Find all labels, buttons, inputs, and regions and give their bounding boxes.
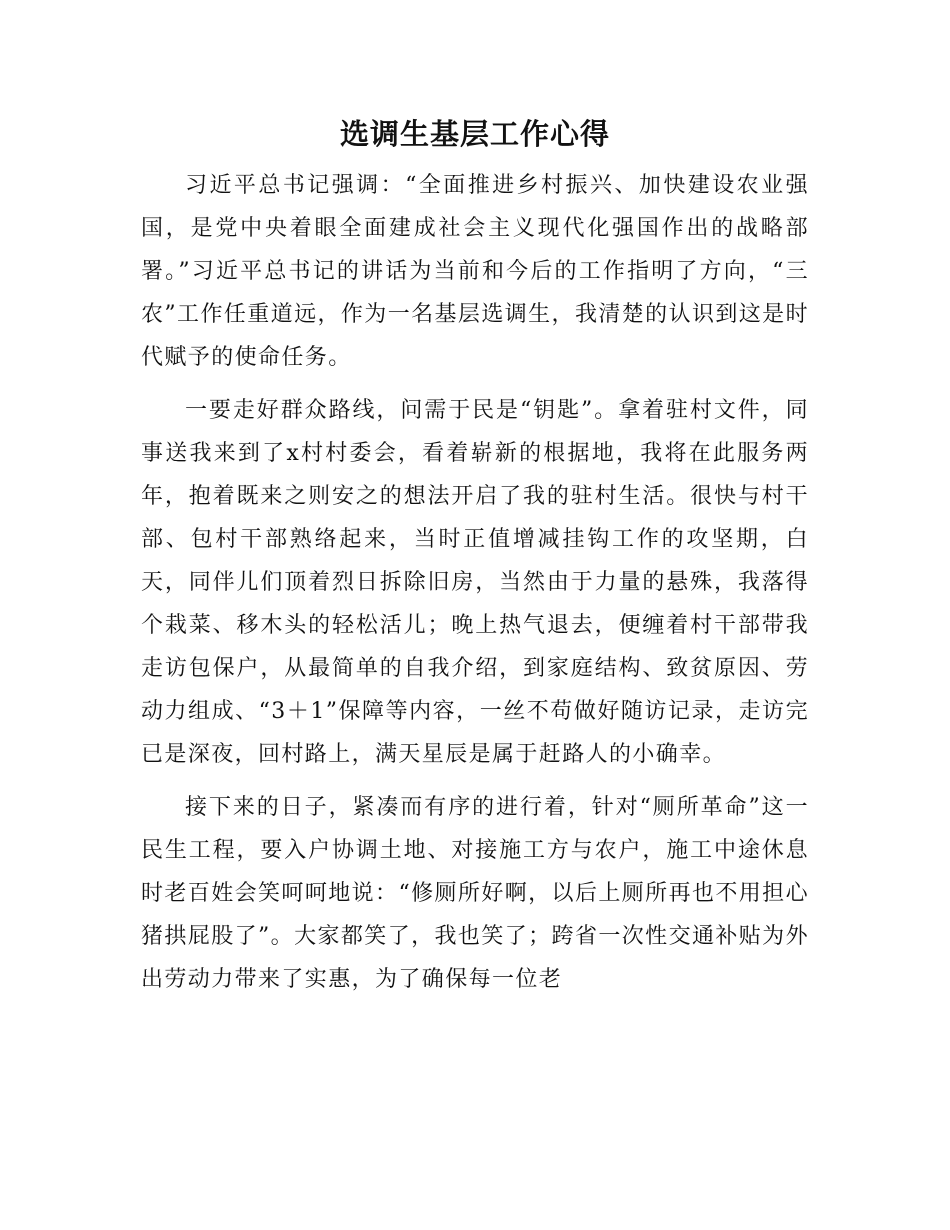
paragraph-daily-work: 接下来的日子，紧凑而有序的进行着，针对“厕所革命”这一民生工程，要入户协调土地、对接施工方与农户，施工中途休息时老百姓会笑呵呵地说：“修厕所好啊，以后上厕所再也不用担心猪拱屁股了”。大家都笑了，我也笑了；跨省一次性交通补贴为外出劳动力带来了实惠，为了确保每一位老 (141, 795, 809, 992)
document-page (141, 108, 809, 1011)
document-title: 选调生基层工作心得 (339, 117, 610, 151)
paragraph-intro: 习近平总书记强调：“全面推进乡村振兴、加快建设农业强国，是党中央着眼全面建成社会主义现代化强国作出的战略部署。”习近平总书记的讲话为当前和今后的工作指明了方向，“三农”工作任重道远，作为一名基层选调生，我清楚的认识到这是时代赋予的使命任务。 (141, 173, 809, 370)
paragraph-mass-line: 一要走好群众路线，问需于民是“钥匙”。拿着驻村文件，同事送我来到了x村村委会，看着崭新的根据地，我将在此服务两年，抱着既来之则安之的想法开启了我的驻村生活。很快与村干部、包村干部熟络起来，当时正值增减挂钩工作的攻坚期，白天，同伴儿们顶着烈日拆除旧房，当然由于力量的悬殊，我落得个栽菜、移木头的轻松活儿；晚上热气退去，便缠着村干部带我走访包保户，从最简单的自我介绍，到家庭结构、致贫原因、劳动力组成、“3＋1”保障等内容，一丝不苟做好随访记录，走访完已是深夜，回村路上，满天星辰是属于赶路人的小确幸。 (141, 398, 809, 767)
